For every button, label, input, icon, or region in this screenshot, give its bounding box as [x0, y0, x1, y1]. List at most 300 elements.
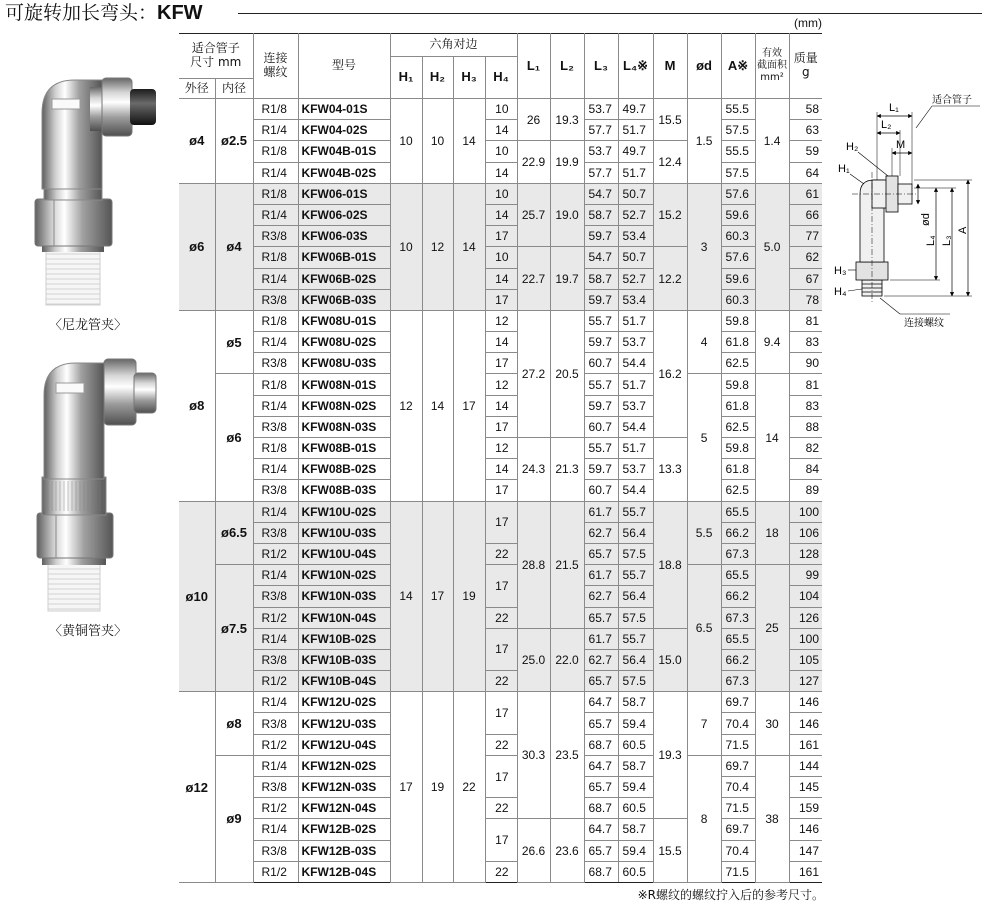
cell-l4: 53.4 [618, 226, 653, 247]
cell-l4: 49.7 [618, 141, 653, 162]
cell-mass: 146 [789, 713, 822, 734]
cell-thread: R1/8 [253, 438, 298, 459]
cell-a: 67.3 [721, 543, 755, 564]
header-tube-size-line2: 尺寸 mm [190, 55, 242, 69]
cell-model: KFW08U-02S [298, 332, 390, 353]
cell-id: ø8 [215, 692, 253, 756]
cell-model: KFW08B-02S [298, 459, 390, 480]
cell-a: 60.3 [721, 289, 755, 310]
cell-thread: R1/8 [253, 99, 298, 120]
cell-l2: 23.5 [550, 692, 584, 819]
cell-a: 71.5 [721, 734, 755, 755]
table-row [179, 798, 822, 819]
cell-model: KFW12B-03S [298, 840, 390, 861]
cell-thread: R1/4 [253, 459, 298, 480]
label-m: M [896, 139, 906, 151]
end-cap [134, 373, 156, 413]
header-od: 外径 [179, 79, 215, 99]
cell-l4: 58.7 [618, 755, 653, 776]
cell-a: 62.5 [721, 416, 755, 437]
cell-l4: 58.7 [618, 819, 653, 840]
table-row [179, 268, 822, 289]
cell-l2: 21.5 [550, 501, 584, 628]
cell-area: 18 [755, 501, 789, 565]
cell-model: KFW12N-04S [298, 798, 390, 819]
cell-h4: 10 [485, 141, 517, 162]
label-h4: H₄ [834, 286, 847, 298]
cell-a: 55.5 [721, 99, 755, 120]
cell-mass: 147 [789, 840, 822, 861]
cell-area: 14 [755, 374, 789, 501]
table-row [179, 543, 822, 564]
cell-a: 62.5 [721, 480, 755, 501]
cell-model: KFW10B-03S [298, 649, 390, 670]
cell-model: KFW06-01S [298, 183, 390, 204]
cell-a: 60.3 [721, 226, 755, 247]
cell-h1: 12 [390, 310, 422, 501]
cell-model: KFW06B-02S [298, 268, 390, 289]
cell-l3: 64.7 [584, 819, 618, 840]
cell-thread: R1/2 [253, 798, 298, 819]
cell-thread: R1/2 [253, 671, 298, 692]
cell-m: 16.2 [653, 310, 687, 437]
cell-thread: R1/4 [253, 692, 298, 713]
cell-h4: 10 [485, 99, 517, 120]
table-row [179, 607, 822, 628]
cell-thread: R1/4 [253, 565, 298, 586]
cell-l4: 51.7 [618, 438, 653, 459]
cell-l4: 57.5 [618, 607, 653, 628]
cell-model: KFW12U-03S [298, 713, 390, 734]
cell-a: 71.5 [721, 861, 755, 882]
cell-l3: 65.7 [584, 713, 618, 734]
label-h2: H₂ [846, 141, 859, 153]
cell-h4: 14 [485, 459, 517, 480]
cell-mass: 83 [789, 395, 822, 416]
header-l4: L₄※ [618, 34, 653, 99]
cell-model: KFW10N-02S [298, 565, 390, 586]
cell-thread: R3/8 [253, 713, 298, 734]
header-a: A※ [721, 34, 755, 99]
cell-l1: 25.7 [517, 183, 550, 247]
elbow-body [44, 363, 104, 479]
cell-l1: 28.8 [517, 501, 550, 628]
cell-h1: 14 [390, 501, 422, 692]
cell-l4: 52.7 [618, 204, 653, 225]
cell-a: 66.2 [721, 522, 755, 543]
cell-id: ø4 [215, 183, 253, 310]
cell-h3: 22 [453, 692, 485, 883]
cell-thread: R3/8 [253, 416, 298, 437]
cell-thread: R1/4 [253, 755, 298, 776]
header-h4: H₄ [485, 57, 517, 99]
cell-od: ø12 [179, 692, 215, 883]
cell-m: 15.2 [653, 183, 687, 247]
table-row [179, 374, 822, 395]
cell-thread: R1/4 [253, 501, 298, 522]
label-d: ød [920, 213, 932, 226]
cell-mass: 77 [789, 226, 822, 247]
cell-model: KFW04B-02S [298, 162, 390, 183]
table-row [179, 183, 822, 204]
cell-a: 67.3 [721, 671, 755, 692]
cell-l4: 51.7 [618, 310, 653, 331]
cell-l3: 55.7 [584, 310, 618, 331]
cell-thread: R1/8 [253, 310, 298, 331]
cell-mass: 161 [789, 861, 822, 882]
nylon-clamp-fitting-photo [30, 75, 165, 310]
cell-l1: 26.6 [517, 819, 550, 883]
cell-area: 1.4 [755, 99, 789, 184]
cell-a: 70.4 [721, 713, 755, 734]
cell-a: 69.7 [721, 819, 755, 840]
cell-m: 18.8 [653, 501, 687, 628]
cell-thread: R1/8 [253, 374, 298, 395]
cell-id: ø9 [215, 755, 253, 882]
cell-h4: 22 [485, 734, 517, 755]
cell-a: 61.8 [721, 395, 755, 416]
table-row [179, 226, 822, 247]
cell-a: 59.6 [721, 268, 755, 289]
cell-mass: 89 [789, 480, 822, 501]
cell-mass: 64 [789, 162, 822, 183]
cell-mass: 83 [789, 332, 822, 353]
cell-h2: 17 [422, 501, 453, 692]
cell-l3: 64.7 [584, 692, 618, 713]
cell-l3: 53.7 [584, 141, 618, 162]
cell-h4: 22 [485, 543, 517, 564]
table-row [179, 692, 822, 713]
cell-l3: 64.7 [584, 755, 618, 776]
cell-h4: 12 [485, 374, 517, 395]
label-connection-thread: 连接螺纹 [904, 318, 944, 329]
cell-a: 70.4 [721, 840, 755, 861]
cell-l3: 68.7 [584, 861, 618, 882]
cell-thread: R1/4 [253, 628, 298, 649]
cell-l3: 61.7 [584, 628, 618, 649]
cell-l4: 50.7 [618, 247, 653, 268]
cell-l4: 50.7 [618, 183, 653, 204]
cell-h4: 22 [485, 607, 517, 628]
cell-h4: 14 [485, 162, 517, 183]
cell-area: 9.4 [755, 310, 789, 374]
cell-l3: 55.7 [584, 438, 618, 459]
cell-l2: 20.5 [550, 310, 584, 437]
label-l3: L₃ [941, 235, 953, 246]
cell-h4: 17 [485, 353, 517, 374]
table-row [179, 332, 822, 353]
cell-a: 61.8 [721, 459, 755, 480]
cell-thread: R3/8 [253, 226, 298, 247]
header-hex-across-flats: 六角对边 [390, 34, 517, 57]
cell-area: 38 [755, 755, 789, 882]
cell-d: 7 [687, 692, 721, 756]
cell-thread: R1/8 [253, 247, 298, 268]
cell-mass: 62 [789, 247, 822, 268]
cell-h4: 17 [485, 416, 517, 437]
header-id: 内径 [215, 79, 253, 99]
cell-l3: 61.7 [584, 501, 618, 522]
cell-m: 15.0 [653, 628, 687, 692]
cell-a: 67.3 [721, 607, 755, 628]
cell-mass: 59 [789, 141, 822, 162]
cell-d: 1.5 [687, 99, 721, 184]
cell-thread: R1/4 [253, 395, 298, 416]
label-fit-tube: 适合管子 [932, 95, 972, 106]
cell-l3: 54.7 [584, 247, 618, 268]
cell-a: 59.8 [721, 374, 755, 395]
cell-area: 25 [755, 565, 789, 692]
cell-m: 15.5 [653, 99, 687, 141]
footnote: ※R螺纹的螺纹拧入后的参考尺寸。 [637, 888, 824, 902]
cell-h1: 10 [390, 99, 422, 184]
cell-model: KFW12B-04S [298, 861, 390, 882]
label-l2: L₂ [881, 119, 892, 131]
cell-d: 6.5 [687, 565, 721, 692]
cell-l3: 59.7 [584, 289, 618, 310]
cell-h4: 17 [485, 755, 517, 797]
cell-l4: 54.4 [618, 480, 653, 501]
table-row [179, 395, 822, 416]
cell-h4: 12 [485, 438, 517, 459]
cell-h4: 17 [485, 819, 517, 861]
cell-thread: R3/8 [253, 289, 298, 310]
cell-model: KFW08N-01S [298, 374, 390, 395]
cell-a: 66.2 [721, 649, 755, 670]
cell-mass: 161 [789, 734, 822, 755]
cell-a: 70.4 [721, 777, 755, 798]
cell-model: KFW12N-03S [298, 777, 390, 798]
cell-d: 8 [687, 755, 721, 882]
cell-l2: 19.0 [550, 183, 584, 247]
cell-l2: 19.7 [550, 247, 584, 311]
cell-l3: 60.7 [584, 416, 618, 437]
cell-model: KFW10N-04S [298, 607, 390, 628]
cell-l3: 59.7 [584, 459, 618, 480]
cell-h4: 17 [485, 501, 517, 543]
cell-l3: 65.7 [584, 671, 618, 692]
cell-l4: 59.4 [618, 713, 653, 734]
cell-l4: 52.7 [618, 268, 653, 289]
cell-l4: 53.4 [618, 289, 653, 310]
cell-h4: 14 [485, 268, 517, 289]
table-row [179, 755, 822, 776]
cell-l3: 62.7 [584, 649, 618, 670]
cell-l3: 59.7 [584, 226, 618, 247]
cell-h4: 17 [485, 692, 517, 734]
cell-model: KFW10B-04S [298, 671, 390, 692]
dimension-diagram [832, 92, 987, 332]
header-l2: L₂ [550, 34, 584, 99]
table-row [179, 628, 822, 649]
table-row [179, 671, 822, 692]
cell-l4: 51.7 [618, 120, 653, 141]
cell-h1: 10 [390, 183, 422, 310]
cell-model: KFW08N-02S [298, 395, 390, 416]
cell-l1: 24.3 [517, 438, 550, 502]
cell-l4: 58.7 [618, 692, 653, 713]
cell-l3: 60.7 [584, 480, 618, 501]
cell-a: 57.6 [721, 183, 755, 204]
cell-l4: 60.5 [618, 861, 653, 882]
cell-h4: 14 [485, 204, 517, 225]
header-h2: H₂ [422, 57, 453, 99]
cell-mass: 100 [789, 628, 822, 649]
cell-m: 12.4 [653, 141, 687, 183]
header-l1: L₁ [517, 34, 550, 99]
brass-clamp-fitting-photo [30, 355, 165, 615]
cell-thread: R1/4 [253, 204, 298, 225]
table-row [179, 204, 822, 225]
cell-area: 5.0 [755, 183, 789, 310]
cell-l4: 51.7 [618, 374, 653, 395]
table-row [179, 459, 822, 480]
cell-mass: 145 [789, 777, 822, 798]
cell-h4: 17 [485, 289, 517, 310]
cell-h4: 17 [485, 226, 517, 247]
collet-end [130, 89, 156, 125]
cell-h3: 19 [453, 501, 485, 692]
cell-l4: 57.5 [618, 671, 653, 692]
cell-thread: R3/8 [253, 480, 298, 501]
cell-mass: 63 [789, 120, 822, 141]
cell-l4: 56.4 [618, 586, 653, 607]
cell-l4: 57.5 [618, 543, 653, 564]
cell-l4: 59.4 [618, 777, 653, 798]
table-row [179, 861, 822, 882]
cell-id: ø5 [215, 310, 253, 374]
header-mass [789, 34, 822, 99]
cell-mass: 144 [789, 755, 822, 776]
cell-h2: 19 [422, 692, 453, 883]
spec-table [179, 33, 822, 883]
cell-m: 15.5 [653, 819, 687, 883]
cell-h4: 14 [485, 120, 517, 141]
cell-h3: 14 [453, 99, 485, 184]
cell-id: ø6.5 [215, 501, 253, 565]
header-d: ød [687, 34, 721, 99]
table-row [179, 501, 822, 522]
cell-l1: 26 [517, 99, 550, 141]
cell-l3: 57.7 [584, 162, 618, 183]
table-row [179, 480, 822, 501]
cell-model: KFW12U-04S [298, 734, 390, 755]
cell-mass: 146 [789, 819, 822, 840]
cell-l1: 25.0 [517, 628, 550, 692]
cell-l4: 51.7 [618, 162, 653, 183]
header-effective-area [755, 34, 789, 99]
logo-plate [56, 383, 84, 393]
hex-nut [35, 199, 112, 246]
cell-l4: 49.7 [618, 99, 653, 120]
cell-h4: 17 [485, 480, 517, 501]
knurl-texture [42, 481, 106, 511]
cell-l4: 55.7 [618, 565, 653, 586]
cell-model: KFW04B-01S [298, 141, 390, 162]
cell-a: 71.5 [721, 798, 755, 819]
cell-model: KFW10U-03S [298, 522, 390, 543]
cell-l3: 65.7 [584, 543, 618, 564]
cell-a: 65.5 [721, 565, 755, 586]
cell-mass: 66 [789, 204, 822, 225]
cell-mass: 146 [789, 692, 822, 713]
cell-l2: 19.3 [550, 99, 584, 141]
cell-mass: 126 [789, 607, 822, 628]
cell-model: KFW06B-03S [298, 289, 390, 310]
cell-h2: 10 [422, 99, 453, 184]
cell-model: KFW10N-03S [298, 586, 390, 607]
cell-a: 55.5 [721, 141, 755, 162]
cell-l2: 19.9 [550, 141, 584, 183]
label-l1: L₁ [889, 102, 899, 114]
cell-model: KFW06-03S [298, 226, 390, 247]
cell-h4: 22 [485, 798, 517, 819]
cell-mass: 67 [789, 268, 822, 289]
header-h1: H₁ [390, 57, 422, 99]
table-row [179, 141, 822, 162]
cell-thread: R3/8 [253, 840, 298, 861]
cell-l4: 60.5 [618, 734, 653, 755]
cell-l3: 62.7 [584, 522, 618, 543]
cell-mass: 61 [789, 183, 822, 204]
cell-h4: 14 [485, 332, 517, 353]
cell-model: KFW08N-03S [298, 416, 390, 437]
header-thread-line2: 螺纹 [263, 65, 288, 79]
cell-mass: 104 [789, 586, 822, 607]
cell-l4: 53.7 [618, 332, 653, 353]
header-l3: L₃ [584, 34, 618, 99]
cell-l4: 54.4 [618, 353, 653, 374]
cell-h3: 14 [453, 183, 485, 310]
cell-a: 59.6 [721, 204, 755, 225]
cell-mass: 90 [789, 353, 822, 374]
title-rule [238, 13, 982, 14]
cell-a: 57.5 [721, 120, 755, 141]
threaded-end [46, 251, 100, 305]
threaded-end [48, 563, 100, 611]
header-tube-size [179, 34, 253, 79]
cell-l4: 56.4 [618, 649, 653, 670]
header-tube-size-line1: 适合管子 [191, 41, 240, 56]
unit-label: (mm) [794, 16, 822, 30]
header-thread [253, 34, 298, 99]
cell-d: 3 [687, 183, 721, 310]
cell-thread: R1/4 [253, 332, 298, 353]
cell-model: KFW08U-03S [298, 353, 390, 374]
cell-l3: 65.7 [584, 607, 618, 628]
cell-mass: 99 [789, 565, 822, 586]
header-m: M [653, 34, 687, 99]
spec-table-body [179, 99, 822, 883]
cell-mass: 81 [789, 374, 822, 395]
cell-a: 66.2 [721, 586, 755, 607]
table-row [179, 289, 822, 310]
cell-h4: 10 [485, 183, 517, 204]
union-nut [104, 359, 136, 425]
cell-thread: R1/4 [253, 268, 298, 289]
header-mass-line1: 质量 [793, 51, 818, 66]
cell-a: 62.5 [721, 353, 755, 374]
header-area-line1: 有效 [762, 48, 783, 59]
cell-mass: 128 [789, 543, 822, 564]
cell-l3: 61.7 [584, 565, 618, 586]
cell-l1: 27.2 [517, 310, 550, 437]
title-text: 可旋转加长弯头： [5, 2, 158, 24]
label-h3: H₃ [834, 265, 847, 277]
logo-plate [52, 99, 80, 109]
cell-d: 5.5 [687, 501, 721, 565]
cell-l1: 22.9 [517, 141, 550, 183]
